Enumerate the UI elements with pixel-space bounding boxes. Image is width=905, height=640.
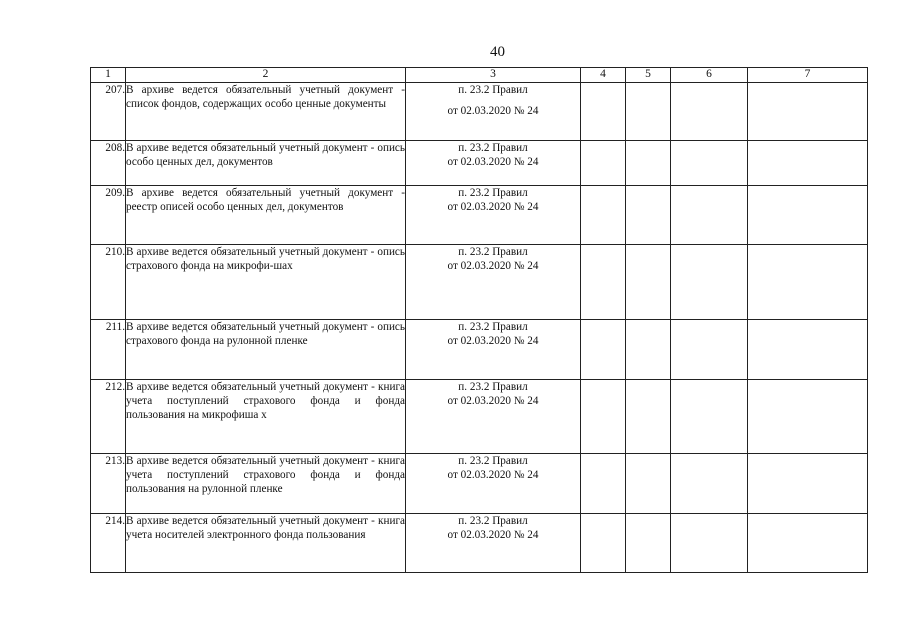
cell-col6 bbox=[671, 514, 748, 573]
cell-col4 bbox=[581, 514, 626, 573]
cell-col7 bbox=[748, 141, 868, 186]
cell-col7 bbox=[748, 514, 868, 573]
reference-clause: п. 23.2 Правил bbox=[458, 246, 528, 258]
reference-clause: п. 23.2 Правил bbox=[458, 142, 528, 154]
cell-col6 bbox=[671, 380, 748, 454]
reference-date: от 02.03.2020 № 24 bbox=[447, 395, 539, 407]
legal-reference bbox=[406, 380, 581, 454]
checklist-table bbox=[90, 67, 868, 573]
legal-reference bbox=[406, 320, 581, 380]
reference-date: от 02.03.2020 № 24 bbox=[447, 529, 539, 541]
cell-col7 bbox=[748, 454, 868, 514]
cell-col5 bbox=[626, 83, 671, 141]
row-number: 211. bbox=[91, 320, 126, 380]
reference-date: от 02.03.2020 № 24 bbox=[447, 105, 539, 117]
cell-col6 bbox=[671, 83, 748, 141]
cell-col4 bbox=[581, 454, 626, 514]
column-header-3: 3 bbox=[406, 68, 581, 83]
row-number: 207. bbox=[91, 83, 126, 141]
cell-col7 bbox=[748, 83, 868, 141]
requirement-text: В архиве ведется обязательный учетный документ - книга учета носителей электронного фонда пользования bbox=[126, 514, 406, 573]
legal-reference bbox=[406, 245, 581, 320]
reference-date: от 02.03.2020 № 24 bbox=[447, 469, 539, 481]
row-number: 209. bbox=[91, 186, 126, 245]
requirement-text: В архиве ведется обязательный учетный документ - книга учета поступлений страхового фонда и фонда пользования на рулонной пленке bbox=[126, 454, 406, 514]
table-row bbox=[91, 380, 868, 454]
requirement-text: В архиве ведется обязательный учетный документ - опись страхового фонда на микрофи-шах bbox=[126, 245, 406, 320]
cell-col4 bbox=[581, 320, 626, 380]
requirement-text: В архиве ведется обязательный учетный документ - реестр описей особо ценных дел, документов bbox=[126, 186, 406, 245]
cell-col5 bbox=[626, 320, 671, 380]
legal-reference bbox=[406, 186, 581, 245]
reference-clause: п. 23.2 Правил bbox=[458, 321, 528, 333]
cell-col4 bbox=[581, 83, 626, 141]
row-number: 210. bbox=[91, 245, 126, 320]
requirement-text: В архиве ведется обязательный учетный документ - книга учета поступлений страхового фонда и фонда пользования на микрофиша х bbox=[126, 380, 406, 454]
cell-col5 bbox=[626, 514, 671, 573]
cell-col5 bbox=[626, 454, 671, 514]
cell-col5 bbox=[626, 245, 671, 320]
requirement-text: В архиве ведется обязательный учетный документ - список фондов, содержащих особо ценные документы bbox=[126, 83, 406, 141]
column-header-2: 2 bbox=[126, 68, 406, 83]
reference-date: от 02.03.2020 № 24 bbox=[447, 201, 539, 213]
column-header-7: 7 bbox=[748, 68, 868, 83]
row-number: 214. bbox=[91, 514, 126, 573]
cell-col6 bbox=[671, 245, 748, 320]
cell-col7 bbox=[748, 320, 868, 380]
column-header-4: 4 bbox=[581, 68, 626, 83]
requirement-text: В архиве ведется обязательный учетный документ - опись особо ценных дел, документов bbox=[126, 141, 406, 186]
legal-reference bbox=[406, 514, 581, 573]
cell-col6 bbox=[671, 141, 748, 186]
page-number: 40 bbox=[490, 44, 505, 60]
cell-col7 bbox=[748, 186, 868, 245]
cell-col6 bbox=[671, 320, 748, 380]
cell-col5 bbox=[626, 141, 671, 186]
cell-col4 bbox=[581, 380, 626, 454]
cell-col6 bbox=[671, 186, 748, 245]
column-header-6: 6 bbox=[671, 68, 748, 83]
legal-reference bbox=[406, 141, 581, 186]
cell-col4 bbox=[581, 186, 626, 245]
row-number: 212. bbox=[91, 380, 126, 454]
table-row bbox=[91, 245, 868, 320]
table-row bbox=[91, 320, 868, 380]
reference-clause: п. 23.2 Правил bbox=[458, 515, 528, 527]
cell-col4 bbox=[581, 141, 626, 186]
legal-reference bbox=[406, 83, 581, 141]
reference-clause: п. 23.2 Правил bbox=[458, 455, 528, 467]
column-header-1: 1 bbox=[91, 68, 126, 83]
row-number: 208. bbox=[91, 141, 126, 186]
requirement-text: В архиве ведется обязательный учетный документ - опись страхового фонда на рулонной пленке bbox=[126, 320, 406, 380]
reference-date: от 02.03.2020 № 24 bbox=[447, 260, 539, 272]
row-number: 213. bbox=[91, 454, 126, 514]
reference-clause: п. 23.2 Правил bbox=[458, 84, 528, 96]
cell-col4 bbox=[581, 245, 626, 320]
reference-date: от 02.03.2020 № 24 bbox=[447, 335, 539, 347]
column-header-5: 5 bbox=[626, 68, 671, 83]
cell-col5 bbox=[626, 186, 671, 245]
reference-clause: п. 23.2 Правил bbox=[458, 187, 528, 199]
table-row bbox=[91, 141, 868, 186]
reference-date: от 02.03.2020 № 24 bbox=[447, 156, 539, 168]
cell-col5 bbox=[626, 380, 671, 454]
table-row bbox=[91, 454, 868, 514]
cell-col7 bbox=[748, 245, 868, 320]
reference-clause: п. 23.2 Правил bbox=[458, 381, 528, 393]
cell-col6 bbox=[671, 454, 748, 514]
header-row bbox=[91, 68, 868, 83]
table-row bbox=[91, 83, 868, 141]
legal-reference bbox=[406, 454, 581, 514]
table-row bbox=[91, 186, 868, 245]
cell-col7 bbox=[748, 380, 868, 454]
table-row bbox=[91, 514, 868, 573]
